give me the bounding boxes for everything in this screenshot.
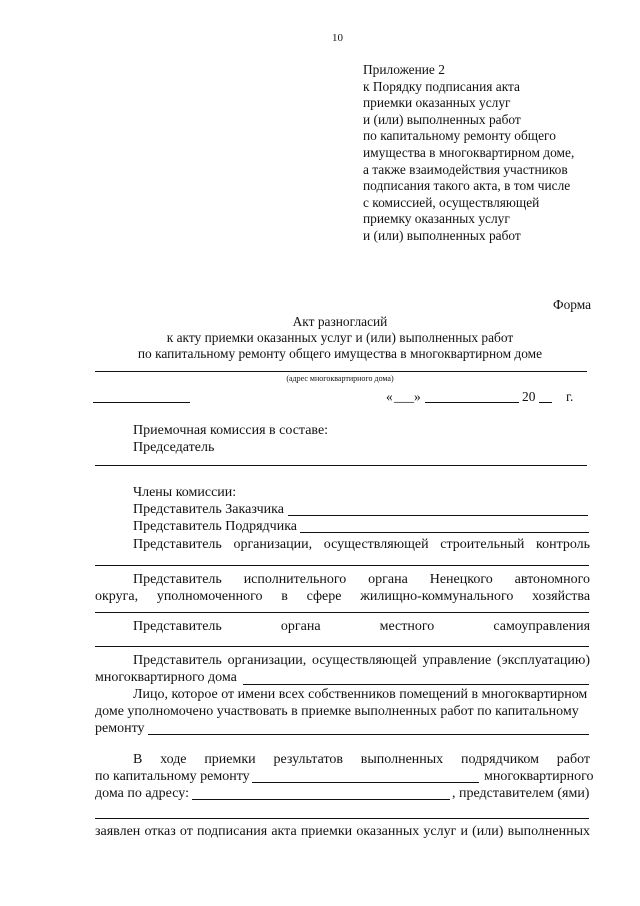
address-label: дома по адресу: — [95, 786, 189, 801]
page-number: 10 — [332, 32, 343, 44]
representative-label: , представителем (ями) — [452, 786, 590, 801]
chairman-label: Председатель — [133, 440, 215, 455]
document-title: Акт разногласий — [292, 314, 388, 329]
exec-body-label: Представитель исполнительного органа Ненецкого автономного — [133, 572, 591, 587]
refusal-line: заявлен отказ от подписания акта приемки оказанных услуг и (или) выполненных — [95, 824, 590, 839]
date-year-suffix: г. — [566, 389, 574, 404]
local-gov-field[interactable] — [95, 646, 589, 647]
form-label: Форма — [553, 297, 592, 312]
document-subtitle: к акту приемки оказанных услуг и (или) выполненных работ — [166, 330, 514, 345]
management-label: Представитель организации, осуществляющей управление (эксплуатацию) — [133, 653, 591, 668]
date-year-prefix: 20 — [522, 389, 536, 404]
acceptance-paragraph: В ходе приемки результатов выполненных подрядчиком работ — [133, 752, 591, 767]
appendix-block — [363, 62, 574, 245]
date-year-field[interactable] — [539, 402, 552, 403]
management-field[interactable] — [243, 684, 589, 685]
date-close-quote: » — [414, 389, 421, 404]
appendix-line: и (или) выполненных работ — [363, 111, 521, 127]
date-day-field[interactable]: ___ — [394, 389, 415, 404]
repair-field[interactable] — [252, 782, 479, 783]
repair-label: по капитальному ремонту — [95, 769, 250, 784]
owners-label-cont: доме уполномочено участвовать в приемке выполненных работ по капитальному — [95, 704, 579, 719]
owners-label-end: ремонту — [95, 721, 145, 736]
appendix-line: приемки оказанных услуг — [363, 95, 511, 111]
construction-control-label: Представитель организации, осуществляющей строительный контроль — [133, 537, 591, 552]
document-subtitle: по капитальному ремонту общего имущества в многоквартирном доме — [137, 346, 543, 361]
contractor-rep-label: Представитель Подрядчика — [133, 519, 298, 534]
appendix-line: имущества в многоквартирном доме, — [363, 144, 575, 160]
exec-body-label-cont: округа, уполномоченного в сфере жилищно-коммунального хозяйства — [95, 589, 591, 604]
appendix-line: Приложение 2 — [363, 62, 445, 77]
members-heading: Члены комиссии: — [133, 485, 237, 500]
customer-rep-label: Представитель Заказчика — [133, 502, 284, 517]
owners-field[interactable] — [148, 734, 589, 735]
date-month-field[interactable] — [425, 402, 519, 403]
date-open-quote: « — [386, 389, 393, 404]
representative-field[interactable] — [95, 818, 589, 819]
appendix-line: с комиссией, осуществляющей — [363, 194, 540, 210]
address-caption: (адрес многоквартирного дома) — [286, 374, 394, 383]
appendix-line: подписания такого акта, в том числе — [363, 178, 571, 194]
construction-control-field[interactable] — [95, 565, 589, 566]
appendix-line: приемку оказанных услуг — [363, 211, 510, 227]
appendix-line: а также взаимодействия участников — [363, 161, 568, 177]
owners-label: Лицо, которое от имени всех собственников помещений в многоквартирном — [133, 687, 588, 702]
address-field-line[interactable] — [95, 371, 587, 372]
building-label: многоквартирного — [484, 769, 594, 784]
commission-heading: Приемочная комиссия в составе: — [133, 423, 329, 438]
exec-body-field[interactable] — [95, 612, 589, 613]
customer-rep-field[interactable] — [288, 515, 588, 516]
chairman-field-line[interactable] — [95, 465, 587, 466]
management-label-cont: многоквартирного дома — [95, 670, 237, 685]
appendix-line: к Порядку подписания акта — [363, 78, 520, 94]
appendix-line: и (или) выполненных работ — [363, 227, 521, 243]
local-gov-label: Представитель органа местного самоуправления — [133, 619, 591, 634]
address-field[interactable] — [192, 799, 450, 800]
contractor-rep-field[interactable] — [300, 532, 589, 533]
place-field-line[interactable] — [93, 402, 190, 403]
appendix-line: по капитальному ремонту общего — [363, 128, 556, 144]
